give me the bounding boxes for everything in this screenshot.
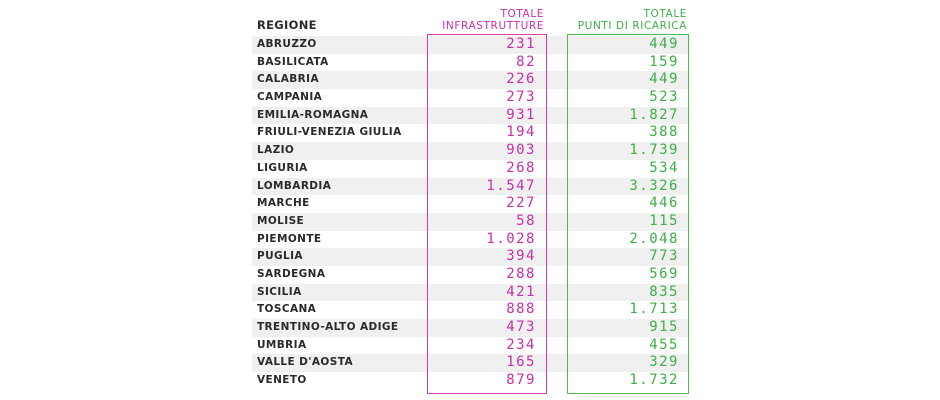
header-infrastrutture-line2: INFRASTRUTTURE [442,20,544,32]
region-name: LOMBARDIA [257,179,332,192]
infrastrutture-value: 227 [506,195,536,212]
infrastrutture-value: 931 [506,106,536,123]
region-name: SICILIA [257,285,302,298]
region-name: FRIULI-VENEZIA GIULIA [257,126,402,139]
region-name: MOLISE [257,214,305,227]
punti-value: 1.732 [629,372,679,389]
punti-value: 159 [649,53,679,70]
punti-value: 388 [649,124,679,141]
punti-value: 455 [649,336,679,353]
infrastrutture-value: 194 [506,124,536,141]
infrastrutture-value: 1.547 [486,177,536,194]
punti-value: 835 [649,283,679,300]
header-punti-line1: TOTALE [643,8,687,20]
punti-value: 915 [649,319,679,335]
infrastrutture-value: 234 [506,336,536,353]
infrastrutture-value: 165 [506,354,536,371]
table-header [252,8,690,36]
infrastrutture-value: 273 [506,89,536,106]
region-name: CALABRIA [257,73,319,86]
region-name: PUGLIA [257,250,303,263]
punti-value: 1.713 [629,301,679,318]
region-name: PIEMONTE [257,232,322,245]
region-name: SARDEGNA [257,267,326,280]
punti-value: 523 [649,89,679,106]
region-name: LIGURIA [257,161,308,174]
region-name: BASILICATA [257,55,329,68]
infrastrutture-value: 421 [506,283,536,300]
region-name: ABRUZZO [257,38,317,50]
infrastrutture-value: 268 [506,159,536,176]
punti-value: 115 [649,212,679,229]
infrastrutture-value: 288 [506,265,536,282]
punti-value: 534 [649,159,679,176]
infrastrutture-column-frame [427,34,547,394]
region-name: TOSCANA [257,303,317,316]
header-infrastrutture [442,8,544,32]
infrastrutture-value: 58 [516,212,536,229]
region-name: CAMPANIA [257,91,323,104]
infrastrutture-value: 231 [506,36,536,52]
region-name: VENETO [257,374,307,387]
header-punti-ricarica [578,8,687,32]
infrastrutture-value: 82 [516,53,536,70]
header-infrastrutture-line1: TOTALE [500,8,544,20]
punti-value: 569 [649,265,679,282]
infrastrutture-value: 879 [506,372,536,389]
infrastrutture-value: 888 [506,301,536,318]
region-name: TRENTINO-ALTO ADIGE [257,321,399,333]
punti-value: 773 [649,248,679,265]
punti-value: 1.739 [629,142,679,159]
punti-value: 1.827 [629,106,679,123]
punti-value: 2.048 [629,230,679,247]
region-name: EMILIA-ROMAGNA [257,108,369,121]
infrastrutture-value: 226 [506,71,536,88]
infrastrutture-value: 903 [506,142,536,159]
region-name: VALLE D'AOSTA [257,356,353,369]
region-name: MARCHE [257,197,310,210]
header-regione: REGIONE [257,18,317,32]
region-name: UMBRIA [257,338,307,351]
punti-value: 329 [649,354,679,371]
infrastrutture-value: 1.028 [486,230,536,247]
punti-value: 449 [649,36,679,52]
infrastrutture-value: 394 [506,248,536,265]
header-punti-line2: PUNTI DI RICARICA [577,20,687,32]
punti-column-frame [567,34,689,394]
punti-value: 446 [649,195,679,212]
regions-table [252,8,690,390]
punti-value: 3.326 [629,177,679,194]
punti-value: 449 [649,71,679,88]
infrastrutture-value: 473 [506,319,536,335]
region-name: LAZIO [257,144,295,157]
